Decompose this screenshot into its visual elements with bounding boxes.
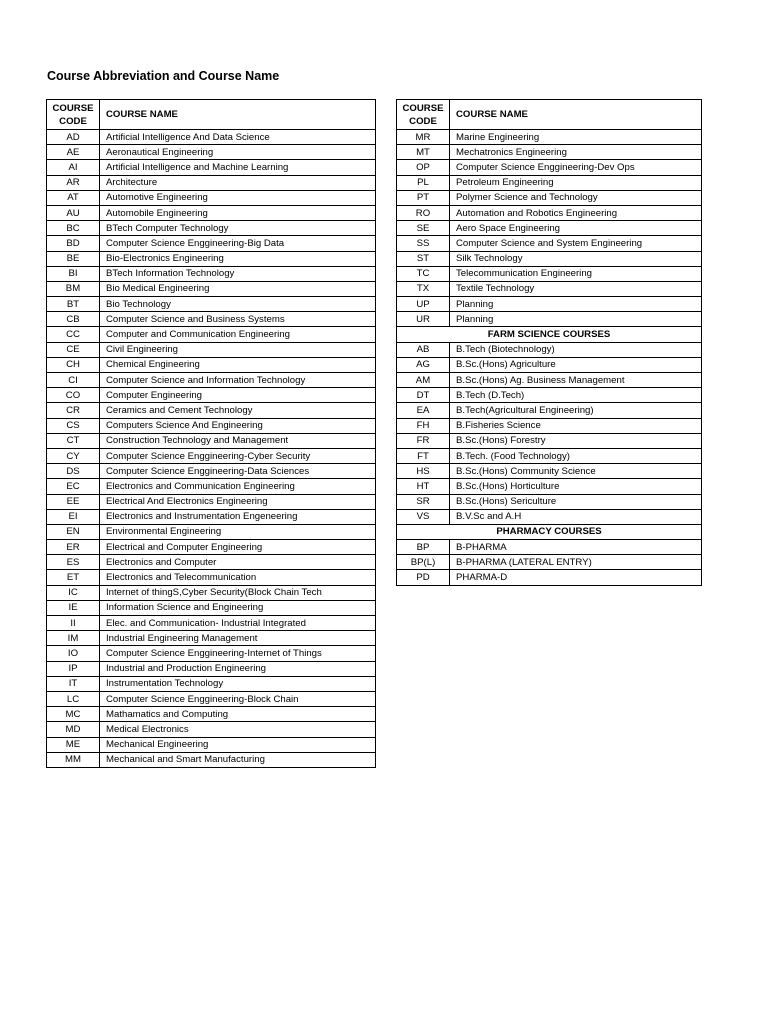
course-code-cell: OP — [397, 160, 450, 175]
course-name-cell: Instrumentation Technology — [100, 676, 376, 691]
course-code-cell: BI — [47, 266, 100, 281]
course-code-header — [47, 100, 100, 130]
course-name-cell: Bio Medical Engineering — [100, 281, 376, 296]
course-name-cell: B.Sc.(Hons) Sericulture — [450, 494, 702, 509]
table-row — [397, 388, 702, 403]
course-code-cell: CT — [47, 433, 100, 448]
course-code-cell: BE — [47, 251, 100, 266]
table-row — [47, 342, 376, 357]
course-name-cell: PHARMA-D — [450, 570, 702, 585]
table-row — [47, 448, 376, 463]
table-row — [47, 160, 376, 175]
table-row — [397, 251, 702, 266]
table-row — [47, 403, 376, 418]
table-row — [47, 175, 376, 190]
course-name-cell: B.Tech(Agricultural Engineering) — [450, 403, 702, 418]
course-name-cell: Computer Science and Information Technology — [100, 373, 376, 388]
course-code-cell: UR — [397, 312, 450, 327]
course-table-right — [396, 99, 702, 586]
course-name-cell: Aero Space Engineering — [450, 221, 702, 236]
course-name-cell: B.Sc.(Hons) Agriculture — [450, 357, 702, 372]
course-code-cell: CO — [47, 388, 100, 403]
course-code-cell: PD — [397, 570, 450, 585]
table-row — [47, 221, 376, 236]
course-name-cell: Medical Electronics — [100, 722, 376, 737]
course-code-cell: II — [47, 616, 100, 631]
course-code-cell: CH — [47, 357, 100, 372]
table-row — [397, 555, 702, 570]
course-code-cell: IC — [47, 585, 100, 600]
course-code-cell: EC — [47, 479, 100, 494]
course-code-cell: ME — [47, 737, 100, 752]
section-header-row — [397, 524, 702, 539]
table-row — [397, 236, 702, 251]
course-code-cell: BC — [47, 221, 100, 236]
table-row — [397, 190, 702, 205]
table-row — [47, 236, 376, 251]
course-code-cell: CS — [47, 418, 100, 433]
course-name-cell: Computer Science Enggineering-Cyber Security — [100, 448, 376, 463]
course-name-cell: Internet of thingS,Cyber Security(Block Chain Tech — [100, 585, 376, 600]
course-name-cell: Chemical Engineering — [100, 357, 376, 372]
table-row — [397, 418, 702, 433]
table-row — [47, 312, 376, 327]
course-code-cell: AM — [397, 373, 450, 388]
table-row — [47, 373, 376, 388]
course-code-cell: SR — [397, 494, 450, 509]
course-name-cell: Telecommunication Engineering — [450, 266, 702, 281]
course-code-cell: RO — [397, 205, 450, 220]
table-row — [397, 357, 702, 372]
course-code-header-line1: COURSE — [402, 102, 444, 114]
table-row — [47, 433, 376, 448]
table-row — [47, 130, 376, 145]
table-row — [47, 145, 376, 160]
table-row — [47, 585, 376, 600]
table-row — [47, 494, 376, 509]
course-code-cell: EI — [47, 509, 100, 524]
course-name-cell: Computer Science Enggineering-Data Sciences — [100, 464, 376, 479]
course-name-cell: Electrical And Electronics Engineering — [100, 494, 376, 509]
course-code-cell: CY — [47, 448, 100, 463]
page-title: Course Abbreviation and Course Name — [47, 69, 280, 83]
table-row — [47, 661, 376, 676]
table-row — [397, 175, 702, 190]
course-name-cell: Petroleum Engineering — [450, 175, 702, 190]
course-name-cell: Computer Science Enggineering-Internet of Things — [100, 646, 376, 661]
course-code-cell: FR — [397, 433, 450, 448]
table-row — [47, 388, 376, 403]
course-code-header — [397, 100, 450, 130]
course-code-cell: TX — [397, 281, 450, 296]
course-name-cell: Computer Science and Business Systems — [100, 312, 376, 327]
table-row — [47, 464, 376, 479]
course-code-cell: MR — [397, 130, 450, 145]
course-code-cell: EE — [47, 494, 100, 509]
course-name-header: COURSE NAME — [450, 100, 702, 130]
table-row — [397, 570, 702, 585]
course-name-cell: Planning — [450, 297, 702, 312]
section-header: PHARMACY COURSES — [397, 524, 702, 539]
course-name-cell: Electrical and Computer Engineering — [100, 540, 376, 555]
course-code-cell: AI — [47, 160, 100, 175]
table-row — [397, 130, 702, 145]
course-name-cell: Architecture — [100, 175, 376, 190]
course-code-cell: HS — [397, 464, 450, 479]
course-code-cell: CC — [47, 327, 100, 342]
table-row — [47, 251, 376, 266]
course-name-cell: B.Sc.(Hons) Horticulture — [450, 479, 702, 494]
course-code-cell: FT — [397, 448, 450, 463]
course-code-header-line2: CODE — [409, 115, 437, 127]
course-code-cell: BM — [47, 281, 100, 296]
table-row — [47, 616, 376, 631]
course-name-cell: Electronics and Telecommunication — [100, 570, 376, 585]
table-row — [47, 540, 376, 555]
table-row — [397, 373, 702, 388]
course-code-cell: AG — [397, 357, 450, 372]
table-row — [47, 722, 376, 737]
table-row — [47, 570, 376, 585]
course-name-cell: Planning — [450, 312, 702, 327]
course-code-cell: LC — [47, 691, 100, 706]
table-row — [397, 342, 702, 357]
course-name-cell: Artificial Intelligence And Data Science — [100, 130, 376, 145]
course-code-cell: AT — [47, 190, 100, 205]
course-code-cell: BP — [397, 540, 450, 555]
course-name-cell: BTech Information Technology — [100, 266, 376, 281]
course-code-cell: EN — [47, 524, 100, 539]
course-code-cell: CE — [47, 342, 100, 357]
table-row — [397, 281, 702, 296]
course-name-cell: B.Sc.(Hons) Community Science — [450, 464, 702, 479]
table-row — [397, 297, 702, 312]
course-name-cell: B.Sc.(Hons) Ag. Business Management — [450, 373, 702, 388]
section-header-row — [397, 327, 702, 342]
table-row — [397, 312, 702, 327]
course-name-cell: Ceramics and Cement Technology — [100, 403, 376, 418]
course-name-cell: B-PHARMA (LATERAL ENTRY) — [450, 555, 702, 570]
table-row — [47, 205, 376, 220]
course-name-cell: Mathamatics and Computing — [100, 707, 376, 722]
course-name-cell: Computer Engineering — [100, 388, 376, 403]
course-code-cell: IM — [47, 631, 100, 646]
course-name-cell: Computer and Communication Engineering — [100, 327, 376, 342]
course-code-cell: IT — [47, 676, 100, 691]
course-code-cell: PL — [397, 175, 450, 190]
course-name-cell: Industrial and Production Engineering — [100, 661, 376, 676]
course-code-header-line1: COURSE — [52, 102, 94, 114]
course-name-header: COURSE NAME — [100, 100, 376, 130]
course-table-left — [46, 99, 376, 768]
course-code-cell: FH — [397, 418, 450, 433]
course-code-cell: UP — [397, 297, 450, 312]
course-code-cell: SS — [397, 236, 450, 251]
course-name-cell: Bio-Electronics Engineering — [100, 251, 376, 266]
course-name-cell: BTech Computer Technology — [100, 221, 376, 236]
table-row — [397, 266, 702, 281]
course-code-cell: BP(L) — [397, 555, 450, 570]
course-code-cell: AR — [47, 175, 100, 190]
table-row — [47, 479, 376, 494]
table-row — [397, 205, 702, 220]
course-name-cell: Polymer Science and Technology — [450, 190, 702, 205]
table-row — [397, 221, 702, 236]
course-name-cell: Automation and Robotics Engineering — [450, 205, 702, 220]
section-header: FARM SCIENCE COURSES — [397, 327, 702, 342]
course-code-cell: CB — [47, 312, 100, 327]
course-code-cell: AD — [47, 130, 100, 145]
course-code-cell: DT — [397, 388, 450, 403]
course-name-cell: Aeronautical Engineering — [100, 145, 376, 160]
table-row — [47, 524, 376, 539]
course-name-cell: Silk Technology — [450, 251, 702, 266]
course-code-cell: BT — [47, 297, 100, 312]
table-row — [397, 479, 702, 494]
course-code-header-line2: CODE — [59, 115, 87, 127]
course-code-cell: VS — [397, 509, 450, 524]
table-header-row — [47, 100, 376, 130]
table-row — [47, 676, 376, 691]
table-row — [47, 190, 376, 205]
course-name-cell: Mechatronics Engineering — [450, 145, 702, 160]
course-code-cell: PT — [397, 190, 450, 205]
table-row — [397, 433, 702, 448]
table-row — [47, 707, 376, 722]
course-name-cell: Elec. and Communication- Industrial Integrated — [100, 616, 376, 631]
course-code-cell: CR — [47, 403, 100, 418]
table-row — [47, 752, 376, 767]
course-code-cell: AB — [397, 342, 450, 357]
course-name-cell: B.Sc.(Hons) Forestry — [450, 433, 702, 448]
table-row — [47, 509, 376, 524]
table-row — [397, 540, 702, 555]
course-code-cell: MC — [47, 707, 100, 722]
course-code-cell: HT — [397, 479, 450, 494]
course-code-cell: ET — [47, 570, 100, 585]
course-code-cell: AE — [47, 145, 100, 160]
course-name-cell: Mechanical Engineering — [100, 737, 376, 752]
table-row — [47, 737, 376, 752]
table-row — [397, 145, 702, 160]
course-code-cell: ST — [397, 251, 450, 266]
table-row — [47, 266, 376, 281]
course-name-cell: B.Fisheries Science — [450, 418, 702, 433]
course-name-cell: B.V.Sc and A.H — [450, 509, 702, 524]
course-name-cell: Electronics and Communication Engineering — [100, 479, 376, 494]
course-name-cell: Mechanical and Smart Manufacturing — [100, 752, 376, 767]
table-row — [47, 357, 376, 372]
table-row — [47, 691, 376, 706]
course-name-cell: Artificial Intelligence and Machine Learning — [100, 160, 376, 175]
course-code-cell: IE — [47, 600, 100, 615]
course-code-cell: CI — [47, 373, 100, 388]
course-code-cell: IP — [47, 661, 100, 676]
course-name-cell: Electronics and Computer — [100, 555, 376, 570]
course-code-cell: SE — [397, 221, 450, 236]
course-code-cell: AU — [47, 205, 100, 220]
course-name-cell: Textile Technology — [450, 281, 702, 296]
course-code-cell: ER — [47, 540, 100, 555]
course-name-cell: Industrial Engineering Management — [100, 631, 376, 646]
course-code-cell: IO — [47, 646, 100, 661]
table-row — [47, 327, 376, 342]
table-row — [47, 631, 376, 646]
course-name-cell: Automotive Engineering — [100, 190, 376, 205]
course-name-cell: B.Tech. (Food Technology) — [450, 448, 702, 463]
table-row — [47, 418, 376, 433]
table-row — [397, 160, 702, 175]
course-code-cell: MT — [397, 145, 450, 160]
table-row — [397, 448, 702, 463]
course-code-cell: MD — [47, 722, 100, 737]
course-name-cell: Information Science and Engineering — [100, 600, 376, 615]
course-name-cell: Environmental Engineering — [100, 524, 376, 539]
table-row — [47, 281, 376, 296]
table-row — [47, 646, 376, 661]
table-row — [397, 494, 702, 509]
course-name-cell: B.Tech (D.Tech) — [450, 388, 702, 403]
course-name-cell: Computer Science and System Engineering — [450, 236, 702, 251]
course-name-cell: Construction Technology and Management — [100, 433, 376, 448]
course-code-cell: TC — [397, 266, 450, 281]
course-code-cell: EA — [397, 403, 450, 418]
course-name-cell: B-PHARMA — [450, 540, 702, 555]
course-name-cell: Bio Technology — [100, 297, 376, 312]
course-name-cell: Automobile Engineering — [100, 205, 376, 220]
course-code-cell: MM — [47, 752, 100, 767]
table-row — [397, 403, 702, 418]
course-code-cell: DS — [47, 464, 100, 479]
course-name-cell: Computer Science Enggineering-Big Data — [100, 236, 376, 251]
table-header-row — [397, 100, 702, 130]
table-row — [397, 464, 702, 479]
course-name-cell: Electronics and Instrumentation Engeneering — [100, 509, 376, 524]
table-row — [47, 555, 376, 570]
table-row — [47, 297, 376, 312]
course-name-cell: Civil Engineering — [100, 342, 376, 357]
course-name-cell: B.Tech (Biotechnology) — [450, 342, 702, 357]
course-name-cell: Marine Engineering — [450, 130, 702, 145]
table-row — [397, 509, 702, 524]
course-name-cell: Computers Science And Engineering — [100, 418, 376, 433]
course-code-cell: BD — [47, 236, 100, 251]
table-row — [47, 600, 376, 615]
course-name-cell: Computer Science Enggineering-Block Chain — [100, 691, 376, 706]
course-code-cell: ES — [47, 555, 100, 570]
course-name-cell: Computer Science Enggineering-Dev Ops — [450, 160, 702, 175]
